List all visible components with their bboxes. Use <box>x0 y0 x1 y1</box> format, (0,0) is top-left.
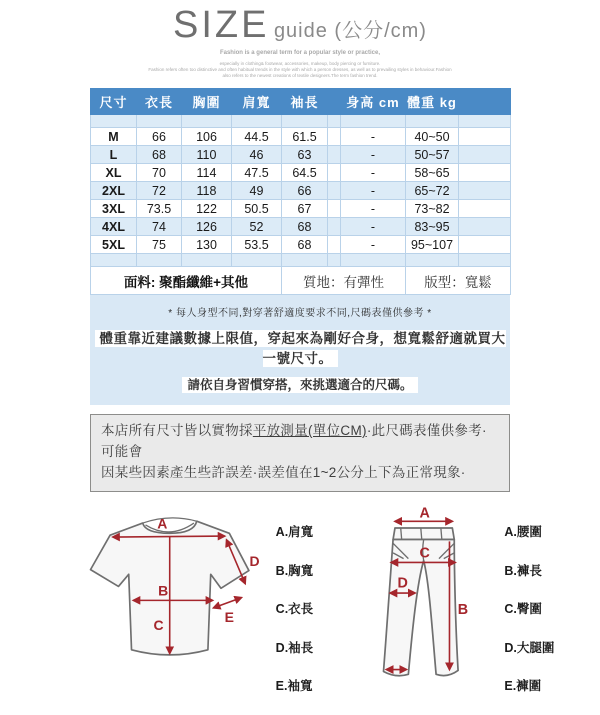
table-cell: 47.5 <box>232 164 282 182</box>
label-d: D <box>396 575 408 592</box>
table-cell: 65~72 <box>406 182 459 200</box>
column-header: 尺寸 <box>91 89 137 115</box>
disclaimer-box <box>90 414 510 492</box>
table-cell: 66 <box>282 182 328 200</box>
pants-legend <box>484 506 600 715</box>
table-header-row <box>91 89 511 115</box>
size-cell: 5XL <box>91 236 137 254</box>
table-cell: 61.5 <box>282 128 328 146</box>
column-header: 肩寬 <box>232 89 282 115</box>
column-header: 衣長 <box>137 89 182 115</box>
size-cell: M <box>91 128 137 146</box>
label-c: C <box>153 617 164 634</box>
size-cell: 2XL <box>91 182 137 200</box>
legend-item: A.肩寬 <box>275 525 314 540</box>
size-cell: L <box>91 146 137 164</box>
size-table <box>90 88 511 295</box>
legend-item: E.褲圍 <box>504 679 542 694</box>
note-line-2: 體重靠近建議數據上限值，穿起來為剛好合身，想寬鬆舒適就買大一號尺寸。 <box>90 327 510 367</box>
legend-item: B.胸寬 <box>275 563 314 578</box>
table-row <box>91 164 511 182</box>
disclaimer-lead: 本店所有尺寸皆以實物採 <box>101 423 253 439</box>
size-cell: XL <box>91 164 137 182</box>
table-row <box>91 182 511 200</box>
note-line-3: 請依自身習慣穿搭，來挑選適合的尺碼。 <box>90 375 510 393</box>
legend-item: B.褲長 <box>504 563 542 578</box>
fabric-info-row <box>91 267 511 295</box>
page-title <box>0 0 600 47</box>
legend-item: A.腰圍 <box>504 525 542 540</box>
intro-line: especially in clothing& footwear, accessories, makeup, body piercing or furniture. <box>219 60 381 67</box>
texture-cell: 質地：有彈性 <box>282 267 406 295</box>
table-cell: 40~50 <box>406 128 459 146</box>
table-cell: 118 <box>182 182 232 200</box>
table-cell: 110 <box>182 146 232 164</box>
size-cell: 4XL <box>91 218 137 236</box>
title-guide: guide (公分/cm) <box>273 20 427 42</box>
tshirt-diagram <box>84 506 266 678</box>
table-cell: 73.5 <box>137 200 182 218</box>
label-b: B <box>457 602 468 619</box>
note-line-1: * 每人身型不同,對穿著舒適度要求不同,尺碼表僅供參考 * <box>168 308 432 320</box>
legend-item: E.袖寬 <box>275 679 313 694</box>
table-cell: 70 <box>137 164 182 182</box>
disclaimer-underlined: 平放測量(單位CM) <box>252 423 367 439</box>
spacer-row <box>91 254 511 267</box>
table-cell: 49 <box>232 182 282 200</box>
arrow-sleeve-width <box>213 598 241 608</box>
table-cell: 114 <box>182 164 232 182</box>
legend-item: D.袖長 <box>275 640 314 655</box>
intro-text <box>0 50 600 79</box>
table-row <box>91 146 511 164</box>
label-d: D <box>249 552 260 569</box>
table-cell: 67 <box>282 200 328 218</box>
table-cell: 126 <box>182 218 232 236</box>
title-size: SIZE <box>173 4 270 46</box>
table-cell: 75 <box>137 236 182 254</box>
table-cell: 74 <box>137 218 182 236</box>
table-cell: - <box>341 146 406 164</box>
column-header-spacer <box>328 89 341 115</box>
fit-cell: 版型：寬鬆 <box>406 267 511 295</box>
table-cell: 68 <box>137 146 182 164</box>
notes-panel <box>90 295 510 405</box>
table-cell: - <box>341 182 406 200</box>
table-cell: 68 <box>282 218 328 236</box>
table-cell: 66 <box>137 128 182 146</box>
table-cell: 95~107 <box>406 236 459 254</box>
table-row <box>91 200 511 218</box>
label-a: A <box>157 515 168 532</box>
table-cell: - <box>341 164 406 182</box>
table-cell: 50~57 <box>406 146 459 164</box>
intro-line: Fashion is a general term for a popular style or practice, <box>219 50 381 56</box>
pants-diagram <box>351 506 485 682</box>
table-cell: - <box>341 128 406 146</box>
table-cell: 53.5 <box>232 236 282 254</box>
table-cell: 64.5 <box>282 164 328 182</box>
table-cell: 130 <box>182 236 232 254</box>
size-cell: 3XL <box>91 200 137 218</box>
arrow-shoulder <box>113 536 225 537</box>
table-cell: 122 <box>182 200 232 218</box>
table-cell: 44.5 <box>232 128 282 146</box>
legend-item: C.臀圍 <box>504 602 542 617</box>
column-header: 袖長 <box>282 89 328 115</box>
table-row <box>91 236 511 254</box>
size-table-wrap <box>90 88 510 295</box>
label-e: E <box>224 608 235 625</box>
table-row <box>91 128 511 146</box>
table-cell: - <box>341 236 406 254</box>
legend-item: C.衣長 <box>275 602 314 617</box>
column-header: 胸圍 <box>182 89 232 115</box>
table-cell: 72 <box>137 182 182 200</box>
table-cell: 46 <box>232 146 282 164</box>
intro-line: Fashion refers often too distinctive and often habitual trends in the style with which a person dresses, as well as to prevailing styles in behaviour.Fashion <box>148 67 452 73</box>
measurement-diagrams <box>84 506 600 715</box>
column-header: 體重 kg <box>406 89 459 115</box>
table-cell: - <box>341 200 406 218</box>
table-cell: 63 <box>282 146 328 164</box>
column-header: 身高 cm <box>341 89 406 115</box>
label-a: A <box>418 506 430 522</box>
disclaimer-tail2: 因某些因素產生些許誤差·誤差值在1~2公分上下為正常現象· <box>101 465 466 481</box>
table-cell: 52 <box>232 218 282 236</box>
column-header-spacer <box>459 89 511 115</box>
disclaimer-tail1: ·此尺碼表僅供參考·可能會 <box>101 423 487 460</box>
table-cell: 73~82 <box>406 200 459 218</box>
table-cell: 58~65 <box>406 164 459 182</box>
tshirt-legend <box>266 506 345 715</box>
table-row <box>91 218 511 236</box>
table-cell: 50.5 <box>232 200 282 218</box>
legend-item: D.大腿圍 <box>504 640 555 655</box>
spacer-row <box>91 115 511 128</box>
label-b: B <box>158 582 169 599</box>
table-cell: 83~95 <box>406 218 459 236</box>
table-cell: 68 <box>282 236 328 254</box>
table-cell: 106 <box>182 128 232 146</box>
label-c: C <box>418 545 430 562</box>
intro-line: also refers to the newest creations of textile designers.The term fashion trend. <box>222 73 378 79</box>
fabric-cell: 面料: 聚酯纖維+其他 <box>91 267 282 295</box>
table-cell: - <box>341 218 406 236</box>
